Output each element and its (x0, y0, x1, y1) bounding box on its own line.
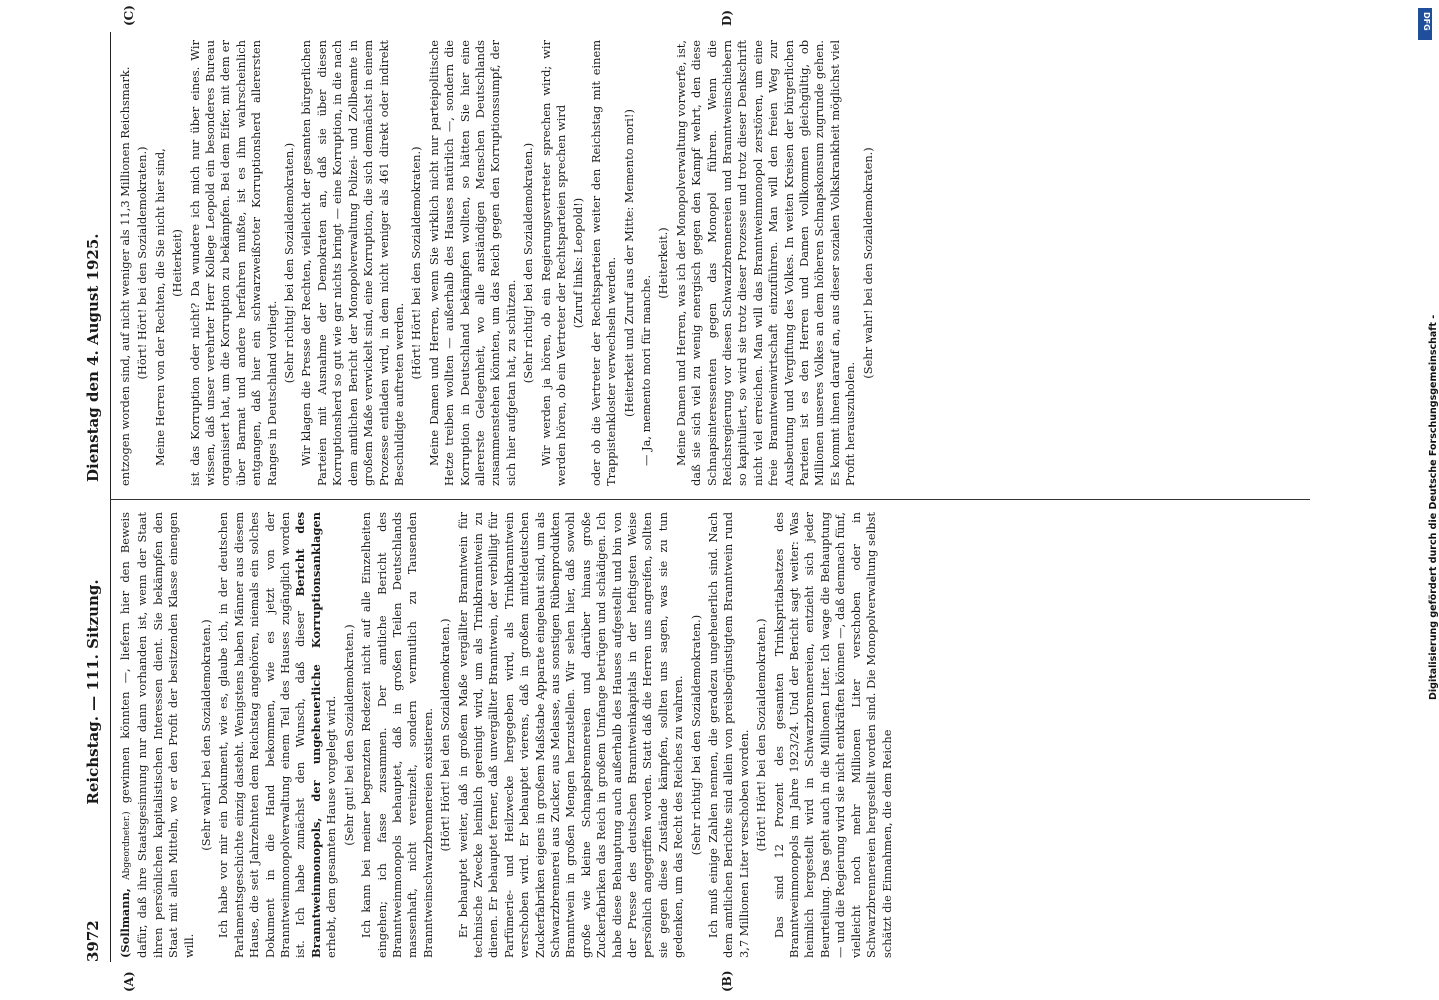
paragraph: entzogen worden sind, auf nicht weniger als 11,3 Millionen Reichsmark. (118, 66, 132, 486)
paragraph: Meine Damen und Herren, wenn Sie wirklich nicht nur parteipolitische Hetze treiben wollten — außerhalb des Hauses natürlich —, sondern die Korruption in Deutschland bekämpfen wollten, so hätten Sie hier eine allererste Gelegenheit, wo alle anständigen Menschen Deutschlands zusammenstehen könnten, um das Reich gegen den Korruptionssumpf, der sich hier aufgetan hat, zu schützen. (426, 40, 518, 486)
paragraph-text: Ich habe vor mir ein Dokument, wie es, glaube ich, in der deutschen Parlamentsgeschichte einzig dasteht. Wenigstens haben Männer aus diesem Hause, die seit Jahrzehnten dem Reichstag angehören, niemals ein solches Dokument in die Hand bekommen, wie es jetzt von der Branntweinmonopolverwaltung einem Teil des Hauses zugänglich worden ist. Ich habe zunächst den Wunsch, daß dieser (216, 512, 308, 958)
interjection: (Hört! Hört! bei den Sozialdemokraten.) (754, 618, 769, 852)
interjection: (Sehr gut! bei den Sozialdemokraten.) (341, 624, 356, 846)
interjection: (Heiterkeit und Zuruf aus der Mitte: Memento mori!) (621, 109, 636, 417)
interjection: (Heiterkeit) (170, 229, 185, 297)
page-header (80, 32, 108, 962)
margin-mark-b: (B) (720, 970, 734, 992)
interjection: (Sehr richtig! bei den Sozialdemokraten.) (521, 142, 536, 384)
right-column (118, 40, 878, 486)
interjection: (Hört! Hört! bei den Sozialdemokraten.) (409, 146, 424, 380)
margin-mark-d: D) (720, 9, 734, 26)
dfg-logo-text: DFG (1422, 12, 1431, 31)
interjection: (Hört! Hört! bei den Sozialdemokraten.) (135, 146, 150, 380)
paragraph: Ich kann bei meiner begrenzten Redezeit nicht auf alle Einzelheiten eingehen; ich fasse zusammen. Der amtliche Bericht des Branntweinmonopols behauptet, daß in großen Teilen Deutschlands massenhaft, nicht vereinzelt, sondern vermutlich zu Tausenden Branntweinschwarzbrennereien existieren. (359, 512, 435, 958)
interjection: (Sehr wahr! bei den Sozialdemokraten.) (860, 147, 875, 379)
paragraph: ist das Korruption oder nicht? Da wundere ich mich nur über eines. Wir wissen, daß unser verehrter Herr Kollege Leopold ein besonderes Bureau organisiert hat, um die Korruption zu bekämpfen. Bei dem Eifer, mit dem er über Barmat und andere herfahren mußte, ist es ihm wahrscheinlich entgangen, daß hier ein schwarzweißroter Korruptionsherd allerersten Ranges in Deutschland vorliegt. (187, 40, 279, 486)
document-page (80, 5, 1320, 992)
paragraph: Das sind 12 Prozent des gesamten Trinkspritabsatzes des Branntweinmonopols im Jahre 1923/24. Und der Bericht sagt weiter: Was heimlich hergestellt wird in Schwarzbrennereien, entzieht sich jeder Beurteilung. Das geht auch in die Millionen Liter. Ich wage die Behauptung — und die Regierung wird sie nicht entkräften können —, daß demnach fünf, vielleicht noch mehr Millionen Liter verschoben oder in Schwarzbrennereien hergestellt worden sind. Die Monopolverwaltung selbst schätzt die Einnahmen, die dem Reiche (771, 512, 894, 958)
paragraph: Meine Herren von der Rechten, die Sie nicht hier sind, (152, 148, 167, 466)
paragraph: oder ob die Vertreter der Rechtsparteien weiter den Reichstag mit einem Trappistenkloster verwechseln werden. (588, 40, 619, 486)
interjection: (Zuruf links: Leopold!) (571, 197, 586, 329)
speaker-name: (Sollmann, (118, 888, 132, 958)
bold-phrase: Bericht des Branntweinmonopols, der ungeheuerliche Korruptionsanklagen (293, 512, 323, 958)
margin-mark-c: (C) (122, 5, 136, 26)
margin-mark-a: (A) (122, 971, 136, 992)
interjection: (Heiterkeit.) (656, 227, 671, 299)
paragraph: Meine Damen und Herren, was ich der Monopolverwaltung vorwerfe, ist, daß sie sich viel zu wenig energisch gegen den Kampf wehrt, den diese Schnapsinteressenten gegen das Monopol führen. Wenn die Reichsregierung vor diesen Schwarzbrennereien und Branntweinschiebern so kapituliert, so wird sie trotz dieser Prozesse und trotz dieser Denkschrift nicht viel erreichen. Man will das Branntweinmonopol zerstören, um eine freie Branntweinwirtschaft einzuführen. Man will den freien Weg zur Ausbeutung und Vergiftung des Volkes. In weiten Kreisen der bürgerlichen Parteien ist es den Herren und Damen vollkommen gleichgültig, ob Millionen unseres Volkes an dem höheren Schnapskonsum zugrunde gehen. Es kommt ihnen darauf an, aus dieser sozialen Volkskrankheit möglichst viel Profit herauszuholen. (673, 40, 858, 486)
paragraph (216, 512, 339, 958)
header-rule (110, 32, 111, 962)
paragraph: Ich muß einige Zahlen nennen, die geradezu ungeheuerlich sind. Nach dem amtlichen Berichte sind allein von preisbegünstigtem Branntwein rund 3,7 Millionen Liter verschoben worden. (706, 512, 751, 958)
paragraph-text: erhebt, dem gesamten Hause vorgelegt wird. (324, 695, 339, 958)
interjection: (Sehr richtig! bei den Sozialdemokraten.) (282, 142, 297, 384)
paragraph-text: gewinnen könnten —, liefern hier den Beweis dafür, daß ihre Staatsgesinnung nur dann vorhanden ist, wenn der Staat ihren persönlichen kapitalistischen Interessen dient. Sie bekämpfen den Staat mit allen Mitteln, wo er den Profit der besitzenden Klasse einengen will. (118, 511, 196, 958)
header-session: Reichstag. — 111. Sitzung. (84, 579, 102, 805)
page-number: 3972 (84, 920, 102, 962)
left-column (118, 512, 895, 958)
paragraph: Wir werden ja hören, ob ein Regierungsvertreter sprechen wird; wir werden hören, ob ein Vertreter der Rechtsparteien sprechen wird (538, 40, 568, 486)
paragraph: Wir klagen die Presse der Rechten, vielleicht der gesamten bürgerlichen Parteien mit Ausnahme der Demokraten an, daß sie über diesen Korruptionsherd so gut wie gar nichts bringt — eine Korruption, in die nach dem amtlichen Bericht der Monopolverwaltung Polizei- und Zollbeamte in großem Maße verwickelt sind, eine Korruption, die sich demnächst in einem Prozesse entladen wird, in dem nicht weniger als 461 direkt oder indirekt Beschuldigte auftreten werden. (299, 40, 406, 486)
paragraph: Er behauptet weiter, daß in großem Maße vergällter Branntwein für technische Zwecke heimlich gereinigt wird, um als Trinkbranntwein zu dienen. Er behauptet ferner, daß unvergällter Branntwein, der verbilligt für Parfümerie- und Heilzwecke hergegeben wird, als Trinkbranntwein verschoben wird. Er behauptet vierens, daß in großem mitteldeutschen Zuckerfabriken eigens in großem Maßstabe Apparate eingebaut sind, um als Schwarzbrennerei aus Zucker, aus Melasse, aus sonstigen Rübenprodukten Branntwein in großen Mengen herzustellen. Wir sehen hier, daß sowohl große wie kleine Schnapsbrennereien und darüber hinaus große Zuckerfabriken das Reich in großem Umfange betrügen und schädigen. Ich habe diese Behauptung auch außerhalb des Hauses aufgestellt und bin von der Presse des deutschen Branntweinkapitals in der heftigsten Weise persönlich angegriffen worden. Statt daß die Herren uns angreifen, sollten sie gegen diese Zustände kämpfen, sollten uns sagen, was sie zu tun gedenken, um das Recht des Reiches zu wahren. (455, 512, 686, 958)
interjection: (Hört! Hört! bei den Sozialdemokraten.) (438, 618, 453, 852)
header-date: Dienstag den 4. August 1925. (84, 233, 102, 482)
speaker-role: Abgeordneter.) (122, 811, 132, 880)
paragraph (118, 512, 197, 958)
dfg-logo (1418, 8, 1432, 40)
column-divider (110, 499, 1310, 500)
interjection: (Sehr richtig! bei den Sozialdemokraten.) (688, 614, 703, 856)
paragraph: — Ja, memento mori für manche. (639, 274, 653, 466)
digitization-note: Digitalisierung gefördert durch die Deutsche Forschungsgemeinschaft - (1428, 314, 1439, 700)
interjection: (Sehr wahr! bei den Sozialdemokraten.) (199, 619, 214, 851)
